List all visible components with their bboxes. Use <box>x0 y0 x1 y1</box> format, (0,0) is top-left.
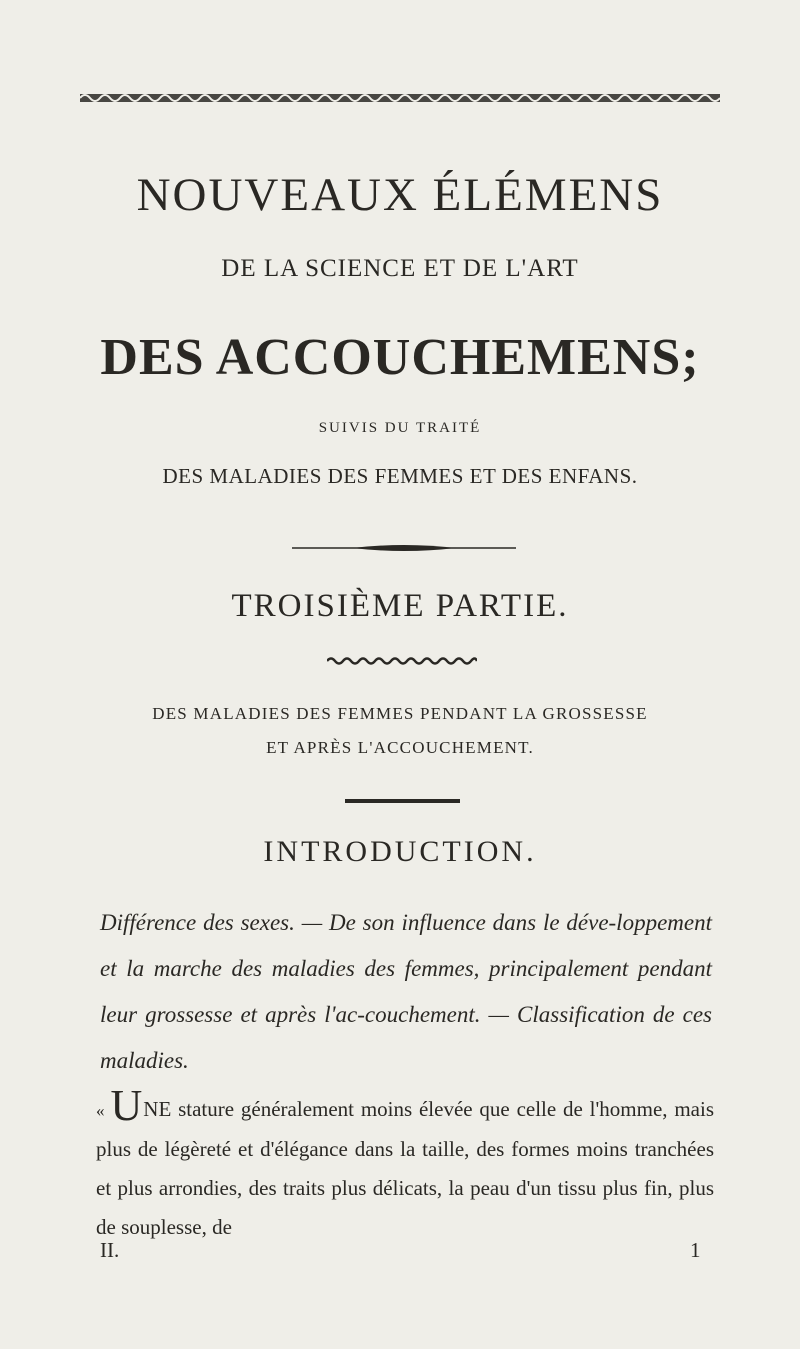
chapter-summary: Différence des sexes. — De son influence dans le déve-loppement et la marche des maladies des femmes, principalement pendant leur grossesse et après l'ac-couchement. — Classification de ces maladies. <box>100 910 712 1073</box>
top-ornament-band <box>80 92 720 104</box>
first-word-rest: NE <box>143 1097 172 1121</box>
introduction-heading: INTRODUCTION. <box>263 835 537 868</box>
volume-number: II. <box>100 1238 120 1262</box>
body-text: stature généralement moins élevée que celle de l'homme, mais plus de légèreté et d'élégance dans la taille, des formes moins tranchées et plus arrondies, des traits plus délicats, la peau d'un tissu plus fin, plus de souplesse, de <box>96 1097 714 1239</box>
ornamental-rule-icon <box>292 543 516 553</box>
signature-mark: 1 <box>690 1238 701 1262</box>
treatise-subject: DES MALADIES DES FEMMES ET DES ENFANS. <box>162 464 638 488</box>
divider-rule <box>345 799 460 803</box>
wavy-ornament-icon <box>327 656 477 666</box>
drop-cap: U <box>110 1081 143 1130</box>
followed-by-line: SUIVIS DU TRAITÉ <box>318 420 482 436</box>
book-subtitle: DE LA SCIENCE ET DE L'ART <box>221 255 579 282</box>
part-subtitle-line-1: DES MALADIES DES FEMMES PENDANT LA GROSSESSE <box>152 704 648 723</box>
part-title: TROISIÈME PARTIE. <box>231 588 569 624</box>
book-title: NOUVEAUX ÉLÉMENS <box>136 169 664 221</box>
opening-quote: « <box>96 1101 105 1120</box>
part-subtitle-line-2: ET APRÈS L'ACCOUCHEMENT. <box>266 738 534 757</box>
main-heading: DES ACCOUCHEMENS; <box>100 329 700 386</box>
body-paragraph <box>96 1081 714 1247</box>
